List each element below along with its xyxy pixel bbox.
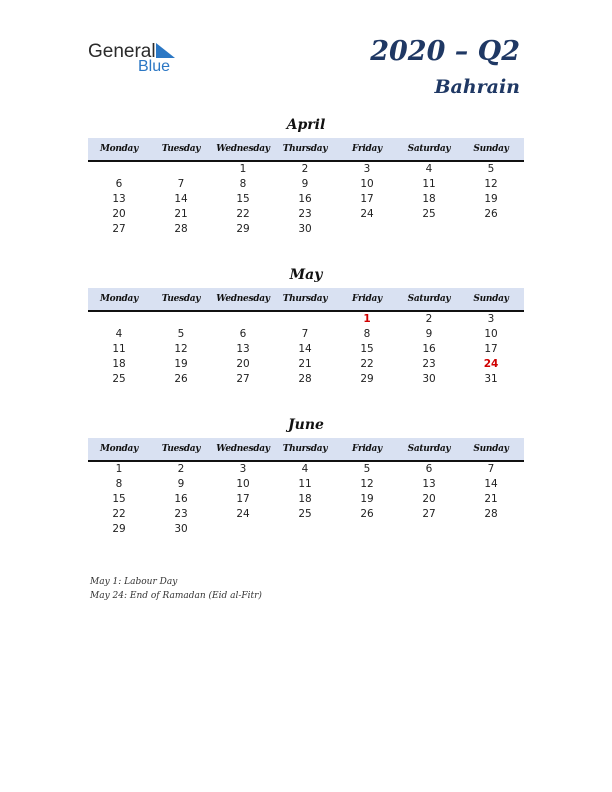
day-cell: [336, 522, 398, 537]
day-cell: 8: [115, 478, 123, 490]
day-cell: 2: [177, 463, 185, 475]
day-cell: 8: [363, 328, 371, 340]
week-row: [88, 207, 524, 222]
logo: [88, 40, 188, 76]
month-title: June: [288, 417, 324, 433]
day-cell: 4: [301, 463, 309, 475]
weekday-label: Tuesday: [161, 444, 201, 454]
weekday-header: [88, 438, 524, 462]
country-subtitle: Bahrain: [434, 76, 520, 98]
month-grid: [88, 462, 524, 537]
weekday-label: Sunday: [473, 444, 509, 454]
day-cell: 27: [422, 508, 436, 520]
holiday-day-cell: 24: [483, 358, 499, 370]
day-cell: 20: [236, 358, 250, 370]
weekday-label: Sunday: [473, 294, 509, 304]
weekday-header: [88, 138, 524, 162]
weekday-label: Wednesday: [216, 144, 270, 154]
day-cell: [460, 522, 522, 537]
day-cell: 22: [112, 508, 126, 520]
day-cell: 11: [112, 343, 126, 355]
day-cell: 11: [298, 478, 312, 490]
day-cell: 18: [298, 493, 312, 505]
logo-text-general: General: [88, 41, 156, 62]
day-cell: 30: [174, 523, 188, 535]
day-cell: [212, 522, 274, 537]
weekday-label: Wednesday: [216, 294, 270, 304]
day-cell: 7: [177, 178, 185, 190]
day-cell: 6: [115, 178, 123, 190]
day-cell: 14: [298, 343, 312, 355]
day-cell: 3: [239, 463, 247, 475]
day-cell: 9: [301, 178, 309, 190]
day-cell: 10: [484, 328, 498, 340]
day-cell: 24: [236, 508, 250, 520]
day-cell: 29: [112, 523, 126, 535]
day-cell: 3: [487, 313, 495, 325]
day-cell: 24: [360, 208, 374, 220]
day-cell: 20: [422, 493, 436, 505]
weekday-label: Thursday: [282, 444, 328, 454]
weekday-label: Monday: [99, 144, 139, 154]
day-cell: 12: [484, 178, 498, 190]
day-cell: 29: [360, 373, 374, 385]
week-row: [88, 222, 524, 237]
day-cell: 22: [360, 358, 374, 370]
day-cell: 6: [239, 328, 247, 340]
day-cell: 25: [298, 508, 312, 520]
month-grid: [88, 312, 524, 387]
month-june: [88, 415, 524, 537]
day-cell: 16: [298, 193, 312, 205]
day-cell: 26: [360, 508, 374, 520]
logo-text-blue: Blue: [138, 58, 171, 75]
day-cell: [274, 522, 336, 537]
day-cell: 5: [363, 463, 371, 475]
week-row: [88, 492, 524, 507]
month-title: April: [286, 117, 326, 133]
day-cell: [88, 162, 150, 177]
day-cell: 31: [484, 373, 498, 385]
week-row: [88, 477, 524, 492]
day-cell: 17: [484, 343, 498, 355]
holiday-note: May 24: End of Ramadan (Eid al-Fitr): [90, 591, 262, 601]
day-cell: 4: [425, 163, 433, 175]
week-row: [88, 192, 524, 207]
day-cell: 13: [112, 193, 126, 205]
day-cell: 22: [236, 208, 250, 220]
day-cell: 2: [425, 313, 433, 325]
day-cell: 5: [177, 328, 185, 340]
day-cell: 14: [484, 478, 498, 490]
week-row: [88, 162, 524, 177]
day-cell: 23: [422, 358, 436, 370]
day-cell: [150, 312, 212, 327]
week-row: [88, 357, 524, 372]
day-cell: 30: [298, 223, 312, 235]
week-row: [88, 372, 524, 387]
day-cell: 15: [236, 193, 250, 205]
day-cell: 8: [239, 178, 247, 190]
day-cell: 15: [112, 493, 126, 505]
week-row: [88, 507, 524, 522]
week-row: [88, 312, 524, 327]
day-cell: 23: [298, 208, 312, 220]
day-cell: 2: [301, 163, 309, 175]
week-row: [88, 522, 524, 537]
day-cell: 20: [112, 208, 126, 220]
day-cell: 17: [360, 193, 374, 205]
week-row: [88, 177, 524, 192]
day-cell: 17: [236, 493, 250, 505]
weekday-label: Thursday: [282, 144, 328, 154]
day-cell: 11: [422, 178, 436, 190]
day-cell: [212, 312, 274, 327]
day-cell: [150, 162, 212, 177]
holiday-notes: [90, 575, 262, 603]
day-cell: 25: [112, 373, 126, 385]
day-cell: 19: [484, 193, 498, 205]
day-cell: 16: [422, 343, 436, 355]
week-row: [88, 327, 524, 342]
day-cell: 30: [422, 373, 436, 385]
weekday-label: Monday: [99, 294, 139, 304]
day-cell: 26: [174, 373, 188, 385]
month-may: [88, 265, 524, 387]
day-cell: 21: [174, 208, 188, 220]
day-cell: 25: [422, 208, 436, 220]
day-cell: [460, 222, 522, 237]
weekday-label: Wednesday: [216, 444, 270, 454]
day-cell: 5: [487, 163, 495, 175]
page-title: 2020 – Q2: [370, 36, 520, 67]
day-cell: 4: [115, 328, 123, 340]
day-cell: 27: [236, 373, 250, 385]
day-cell: 23: [174, 508, 188, 520]
day-cell: [398, 222, 460, 237]
day-cell: 10: [236, 478, 250, 490]
day-cell: 16: [174, 493, 188, 505]
day-cell: 9: [425, 328, 433, 340]
day-cell: 1: [115, 463, 123, 475]
day-cell: 18: [112, 358, 126, 370]
day-cell: 19: [174, 358, 188, 370]
day-cell: 29: [236, 223, 250, 235]
day-cell: [88, 312, 150, 327]
month-april: [88, 115, 524, 237]
day-cell: [274, 312, 336, 327]
day-cell: [336, 222, 398, 237]
day-cell: 27: [112, 223, 126, 235]
week-row: [88, 342, 524, 357]
day-cell: 10: [360, 178, 374, 190]
day-cell: [398, 522, 460, 537]
day-cell: 14: [174, 193, 188, 205]
day-cell: 21: [484, 493, 498, 505]
weekday-label: Saturday: [407, 144, 451, 154]
weekday-label: Sunday: [473, 144, 509, 154]
day-cell: 28: [484, 508, 498, 520]
logo-flag-icon: [154, 43, 176, 59]
day-cell: 19: [360, 493, 374, 505]
day-cell: 18: [422, 193, 436, 205]
weekday-label: Friday: [352, 294, 382, 304]
weekday-label: Saturday: [407, 294, 451, 304]
day-cell: 28: [298, 373, 312, 385]
day-cell: 3: [363, 163, 371, 175]
day-cell: 7: [301, 328, 309, 340]
day-cell: 7: [487, 463, 495, 475]
week-row: [88, 462, 524, 477]
weekday-label: Tuesday: [161, 144, 201, 154]
weekday-label: Monday: [99, 444, 139, 454]
weekday-label: Friday: [352, 444, 382, 454]
day-cell: 15: [360, 343, 374, 355]
day-cell: 1: [239, 163, 247, 175]
weekday-label: Thursday: [282, 294, 328, 304]
holiday-note: May 1: Labour Day: [90, 577, 178, 587]
day-cell: 12: [174, 343, 188, 355]
day-cell: 6: [425, 463, 433, 475]
day-cell: 26: [484, 208, 498, 220]
day-cell: 13: [236, 343, 250, 355]
weekday-label: Friday: [352, 144, 382, 154]
day-cell: 28: [174, 223, 188, 235]
day-cell: 21: [298, 358, 312, 370]
day-cell: 12: [360, 478, 374, 490]
holiday-day-cell: 1: [363, 313, 371, 325]
weekday-label: Saturday: [407, 444, 451, 454]
weekday-header: [88, 288, 524, 312]
month-title: May: [289, 267, 323, 283]
day-cell: 13: [422, 478, 436, 490]
day-cell: 9: [177, 478, 185, 490]
month-grid: [88, 162, 524, 237]
weekday-label: Tuesday: [161, 294, 201, 304]
